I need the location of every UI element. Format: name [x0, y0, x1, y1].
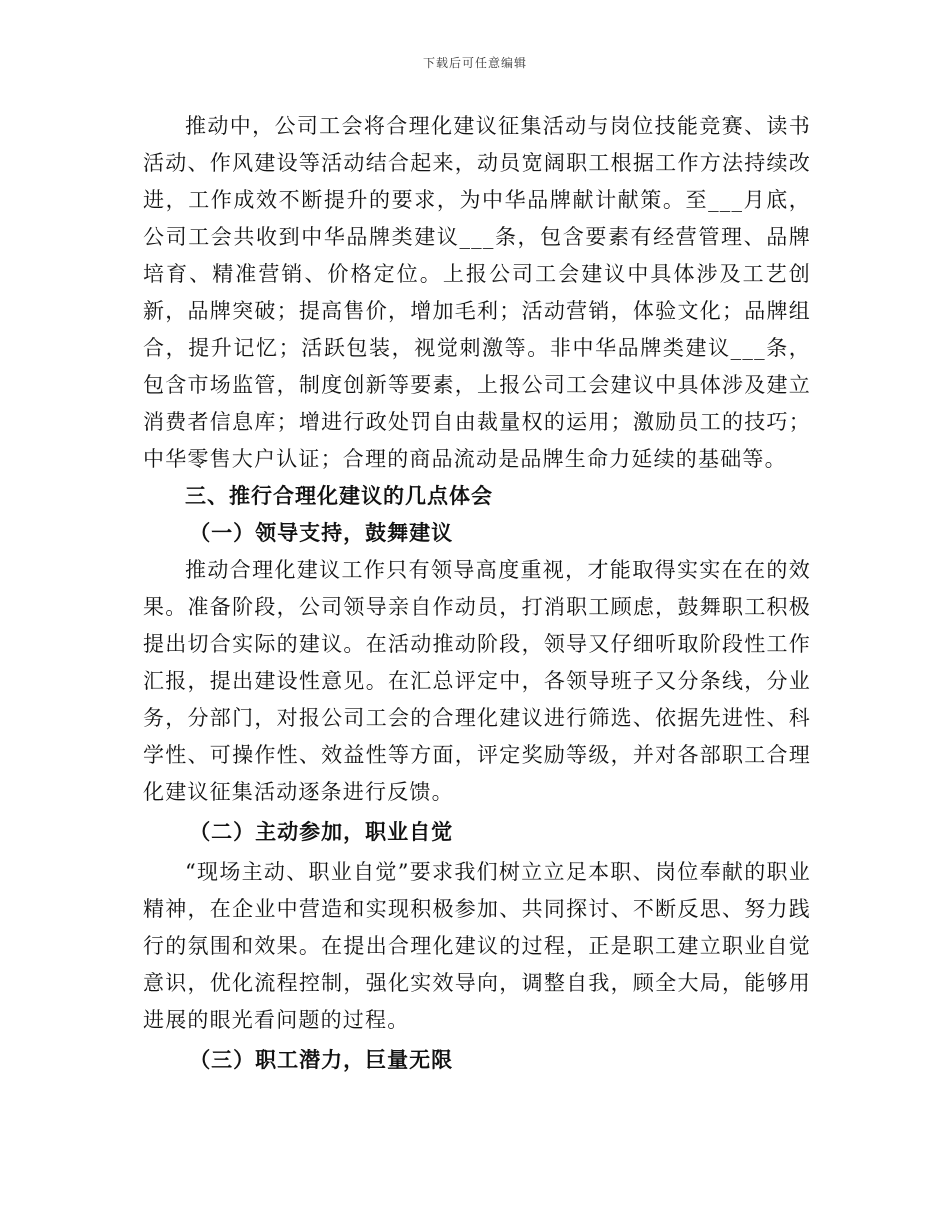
subheading-employee-potential: （三）职工潜力，巨量无限	[189, 1048, 454, 1072]
subheading-active-participation: （二）主动参加，职业自觉	[189, 820, 454, 844]
document-body	[143, 108, 811, 1079]
subheading-leadership-support: （一）领导支持，鼓舞建议	[189, 521, 454, 545]
paragraph-activity-summary: 推动中，公司工会将合理化建议征集活动与岗位技能竞赛、读书活动、作风建设等活动结合起来，动员宽阔职工根据工作方法持续改进，工作成效不断提升的要求，为中华品牌献计献策。至___月底，公司工会共收到中华品牌类建议___条，包含要素有经营管理、品牌培育、精准营销、价格定位。上报公司工会建议中具体涉及工艺创新，品牌突破；提高售价，增加毛利；活动营销，体验文化；品牌组合，提升记忆；活跃包装，视觉刺激等。非中华品牌类建议___条，包含市场监管，制度创新等要素，上报公司工会建议中具体涉及建立消费者信息库；增进行政处罚自由裁量权的运用；激励员工的技巧；中华零售大户认证；合理的商品流动是品牌生命力延续的基础等。	[143, 114, 811, 471]
page-header-note: 下载后可任意编辑	[422, 56, 527, 70]
section-heading-3: 三、推行合理化建议的几点体会	[185, 484, 493, 508]
paragraph-active-participation: “现场主动、职业自觉”要求我们树立立足本职、岗位奉献的职业精神，在企业中营造和实现积极参加、共同探讨、不断反思、努力践行的氛围和效果。在提出合理化建议的过程，正是职工建立职业自觉意识，优化流程控制，强化实效导向，调整自我，顾全大局，能够用进展的眼光看问题的过程。	[143, 860, 811, 1032]
paragraph-leadership-support: 推动合理化建议工作只有领导高度重视，才能取得实实在在的效果。准备阶段，公司领导亲自作动员，打消职工顾虑，鼓舞职工积极提出切合实际的建议。在活动推动阶段，领导又仔细听取阶段性工作汇报，提出建设性意见。在汇总评定中，各领导班子又分条线，分业务，分部门，对报公司工会的合理化建议进行筛选、依据先进性、科学性、可操作性、效益性等方面，评定奖励等级，并对各部职工合理化建议征集活动逐条进行反馈。	[143, 558, 811, 804]
